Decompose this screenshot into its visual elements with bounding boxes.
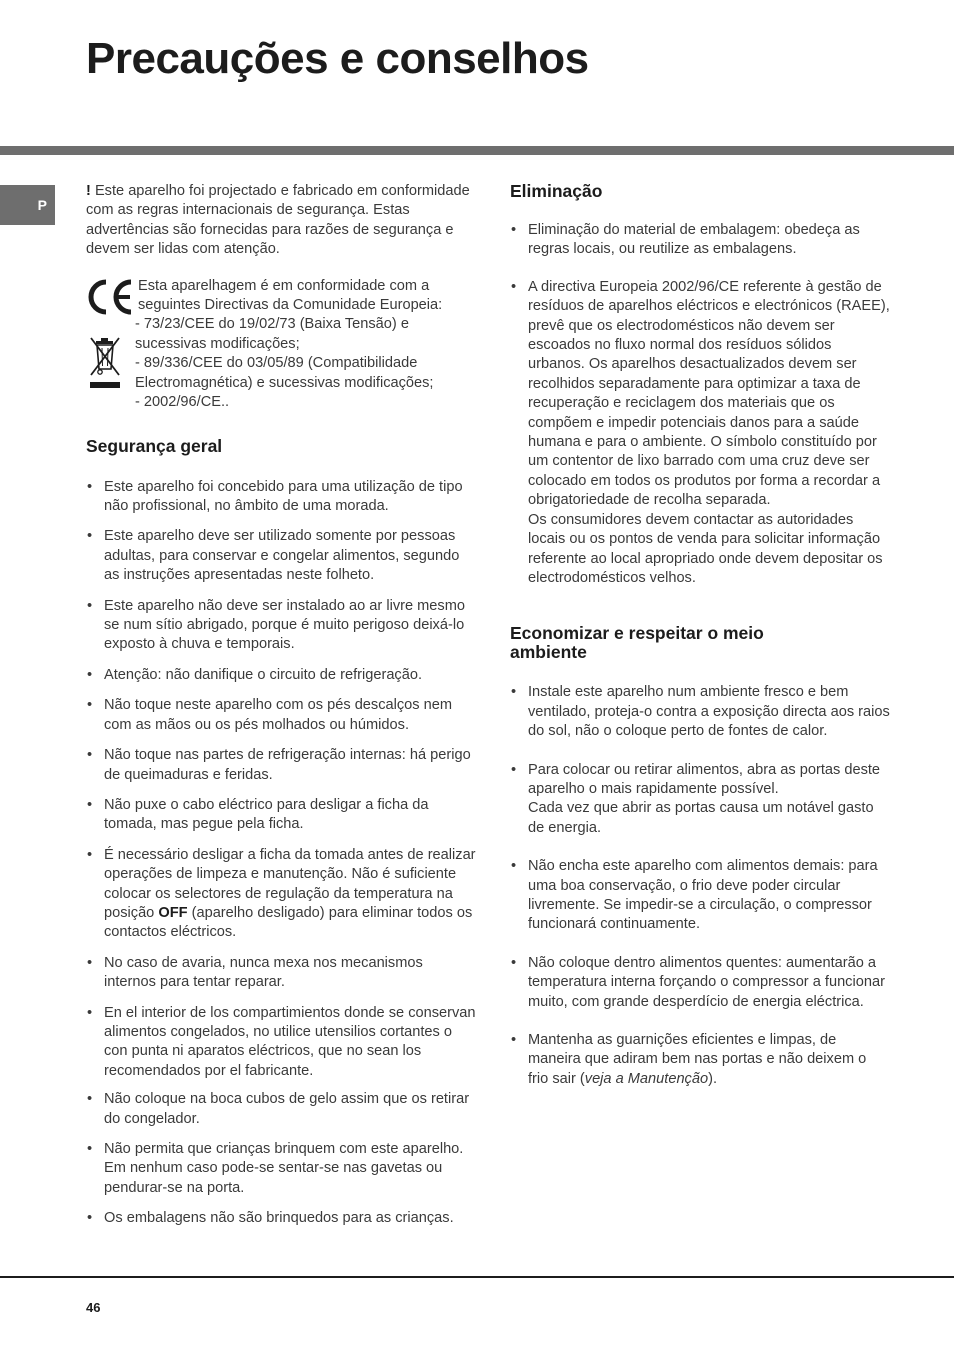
list-item — [86, 846, 478, 943]
list-item: • Instale este aparelho num ambiente fresco e bem ventilado, proteja-o contra a exposição directa aos raios do sol, não o coloque perto de fontes de calor. — [510, 683, 890, 741]
list-item: • Não encha este aparelho com alimentos demais: para uma boa conservação, o frio deve poder circular livremente. Se impedir-se a circulação, o compressor funcionará continuamente. — [510, 857, 890, 935]
section-title-eliminacao: Eliminação — [510, 181, 603, 201]
off-label: OFF — [158, 904, 188, 921]
item-text: • A directiva Europeia 2002/96/CE referente à gestão de resíduos de aparelhos eléctricos e electrónicos (RAEE), prevê que os electrodomésticos não devem ser escoados no fluxo normal dos resíduos sólidos urbanos. Os aparelhos desactualizados devem ser recolhidos separadamente para optimizar a taxa de recuperação e reciclagem dos materiais que os compõem e impedir potenciais danos para a saúde humana e para o ambiente. O símbolo constituído por um contentor de lixo barrado com uma cruz deve ser colocado em todos os produtos por forma a recordar a obrigatoriedade de recolha separada. — [528, 278, 890, 509]
item-text: • Para colocar ou retirar alimentos, abra as portas deste aparelho o mais rapidamente possível. — [528, 761, 881, 797]
list-item: • Este aparelho foi concebido para uma utilização de tipo não profissional, no âmbito de uma morada. — [86, 478, 478, 517]
list-item — [510, 761, 890, 839]
ce-line: Esta aparelhagem é em conformidade com a seguintes Directivas da Comunidade Europeia: — [138, 277, 443, 314]
maintenance-reference: veja a Manutenção — [584, 1070, 709, 1087]
item-text: Mantenha as guarnições eficientes e limpas, de maneira que adiram bem nas portas e não deixem o frio sair ( — [528, 1032, 867, 1087]
list-item: • Os embalagens não são brinquedos para as crianças. — [86, 1209, 478, 1228]
list-item: • Não toque nas partes de refrigeração internas: há perigo de queimaduras e feridas. — [86, 746, 478, 785]
list-item: • En el interior de los compartimientos donde se conservan alimentos congelados, no utilice utensilios cortantes o con punta ni aparatos eléctricos, que no sean los recomendados por el fabricante. — [86, 1004, 478, 1082]
warning-marker: ! — [86, 183, 91, 199]
list-item: • Não coloque na boca cubos de gelo assim que os retirar do congelador. — [86, 1090, 478, 1129]
item-text: Cada vez que abrir as portas causa um notável gasto de energia. — [528, 800, 874, 836]
left-column — [86, 182, 478, 1229]
list-item: • Eliminação do material de embalagem: obedeça as regras locais, ou reutilize as embalagens. — [510, 221, 890, 260]
right-column — [510, 182, 890, 1089]
footer-divider — [0, 1276, 954, 1278]
list-item: • Não coloque dentro alimentos quentes: aumentarão a temperatura interna forçando o compressor a funcionar muito, com grande desperdício de energia eléctrica. — [510, 954, 890, 1012]
ce-line: - 89/336/CEE do 03/05/89 (Compatibilidade Electromagnética) e sucessivas modificações; — [135, 355, 434, 391]
item-text: ). — [708, 1070, 718, 1087]
ce-mark-icon — [86, 279, 134, 315]
item-text: Os consumidores devem contactar as autoridades locais ou os pontos de venda para solicitar informação referente ao local apropriado onde devem depositar os electrodomésticos velhos. — [528, 511, 883, 586]
list-item: • Não toque neste aparelho com os pés descalços nem com as mãos ou os pés molhados ou húmidos. — [86, 696, 478, 735]
section-title-economizar: Economizar e respeitar o meio ambiente — [510, 623, 764, 663]
list-item: • Este aparelho deve ser utilizado somente por pessoas adultas, para conservar e congelar alimentos, segundo as instruções apresentadas neste folheto. — [86, 527, 478, 585]
language-tab: P — [0, 185, 55, 225]
item-text: É necessário desligar a ficha da tomada antes de realizar operações de limpeza e manutenção. Não é suficiente colocar os selectores de regulação da temperatura na posição — [104, 846, 476, 921]
list-item — [510, 278, 890, 589]
list-item: • Não puxe o cabo eléctrico para desligar a ficha da tomada, mas pegue pela ficha. — [86, 796, 478, 835]
intro-paragraph — [86, 182, 478, 260]
list-item: • Não permita que crianças brinquem com este aparelho. Em nenhum caso pode-se sentar-se nas gavetas ou pendurar-se na porta. — [86, 1140, 478, 1198]
ce-line: - 73/23/CEE do 19/02/73 (Baixa Tensão) e sucessivas modificações; — [135, 316, 409, 352]
ce-line: - 2002/96/CE.. — [135, 394, 230, 411]
ce-directives-text — [135, 277, 478, 413]
seguranca-list — [86, 478, 478, 1229]
eliminacao-list — [510, 221, 890, 588]
page-number: 46 — [86, 1300, 101, 1315]
crossed-out-wheelie-bin-icon — [88, 335, 122, 389]
list-item: • Este aparelho não deve ser instalado ao ar livre mesmo se num sítio abrigado, porque é muito perigoso deixá-lo exposto à chuva e temporais. — [86, 597, 478, 655]
header-divider — [0, 146, 954, 155]
section-title-seguranca: Segurança geral — [86, 435, 223, 456]
economizar-list — [510, 683, 890, 1089]
intro-text: Este aparelho foi projectado e fabricado em conformidade com as regras internacionais de segurança. Estas advertências são fornecidas para razões de segurança e devem ser lidas com atenção. — [86, 183, 470, 258]
page-title: Precauções e conselhos — [86, 34, 589, 83]
list-item: • No caso de avaria, nunca mexa nos mecanismos internos para tentar reparar. — [86, 954, 478, 993]
item-text: (aparelho desligado) para eliminar todos os contactos eléctricos. — [104, 904, 473, 941]
list-item: • Atenção: não danifique o circuito de refrigeração. — [86, 666, 478, 685]
ce-conformity-block — [86, 277, 478, 411]
list-item — [510, 1031, 890, 1089]
